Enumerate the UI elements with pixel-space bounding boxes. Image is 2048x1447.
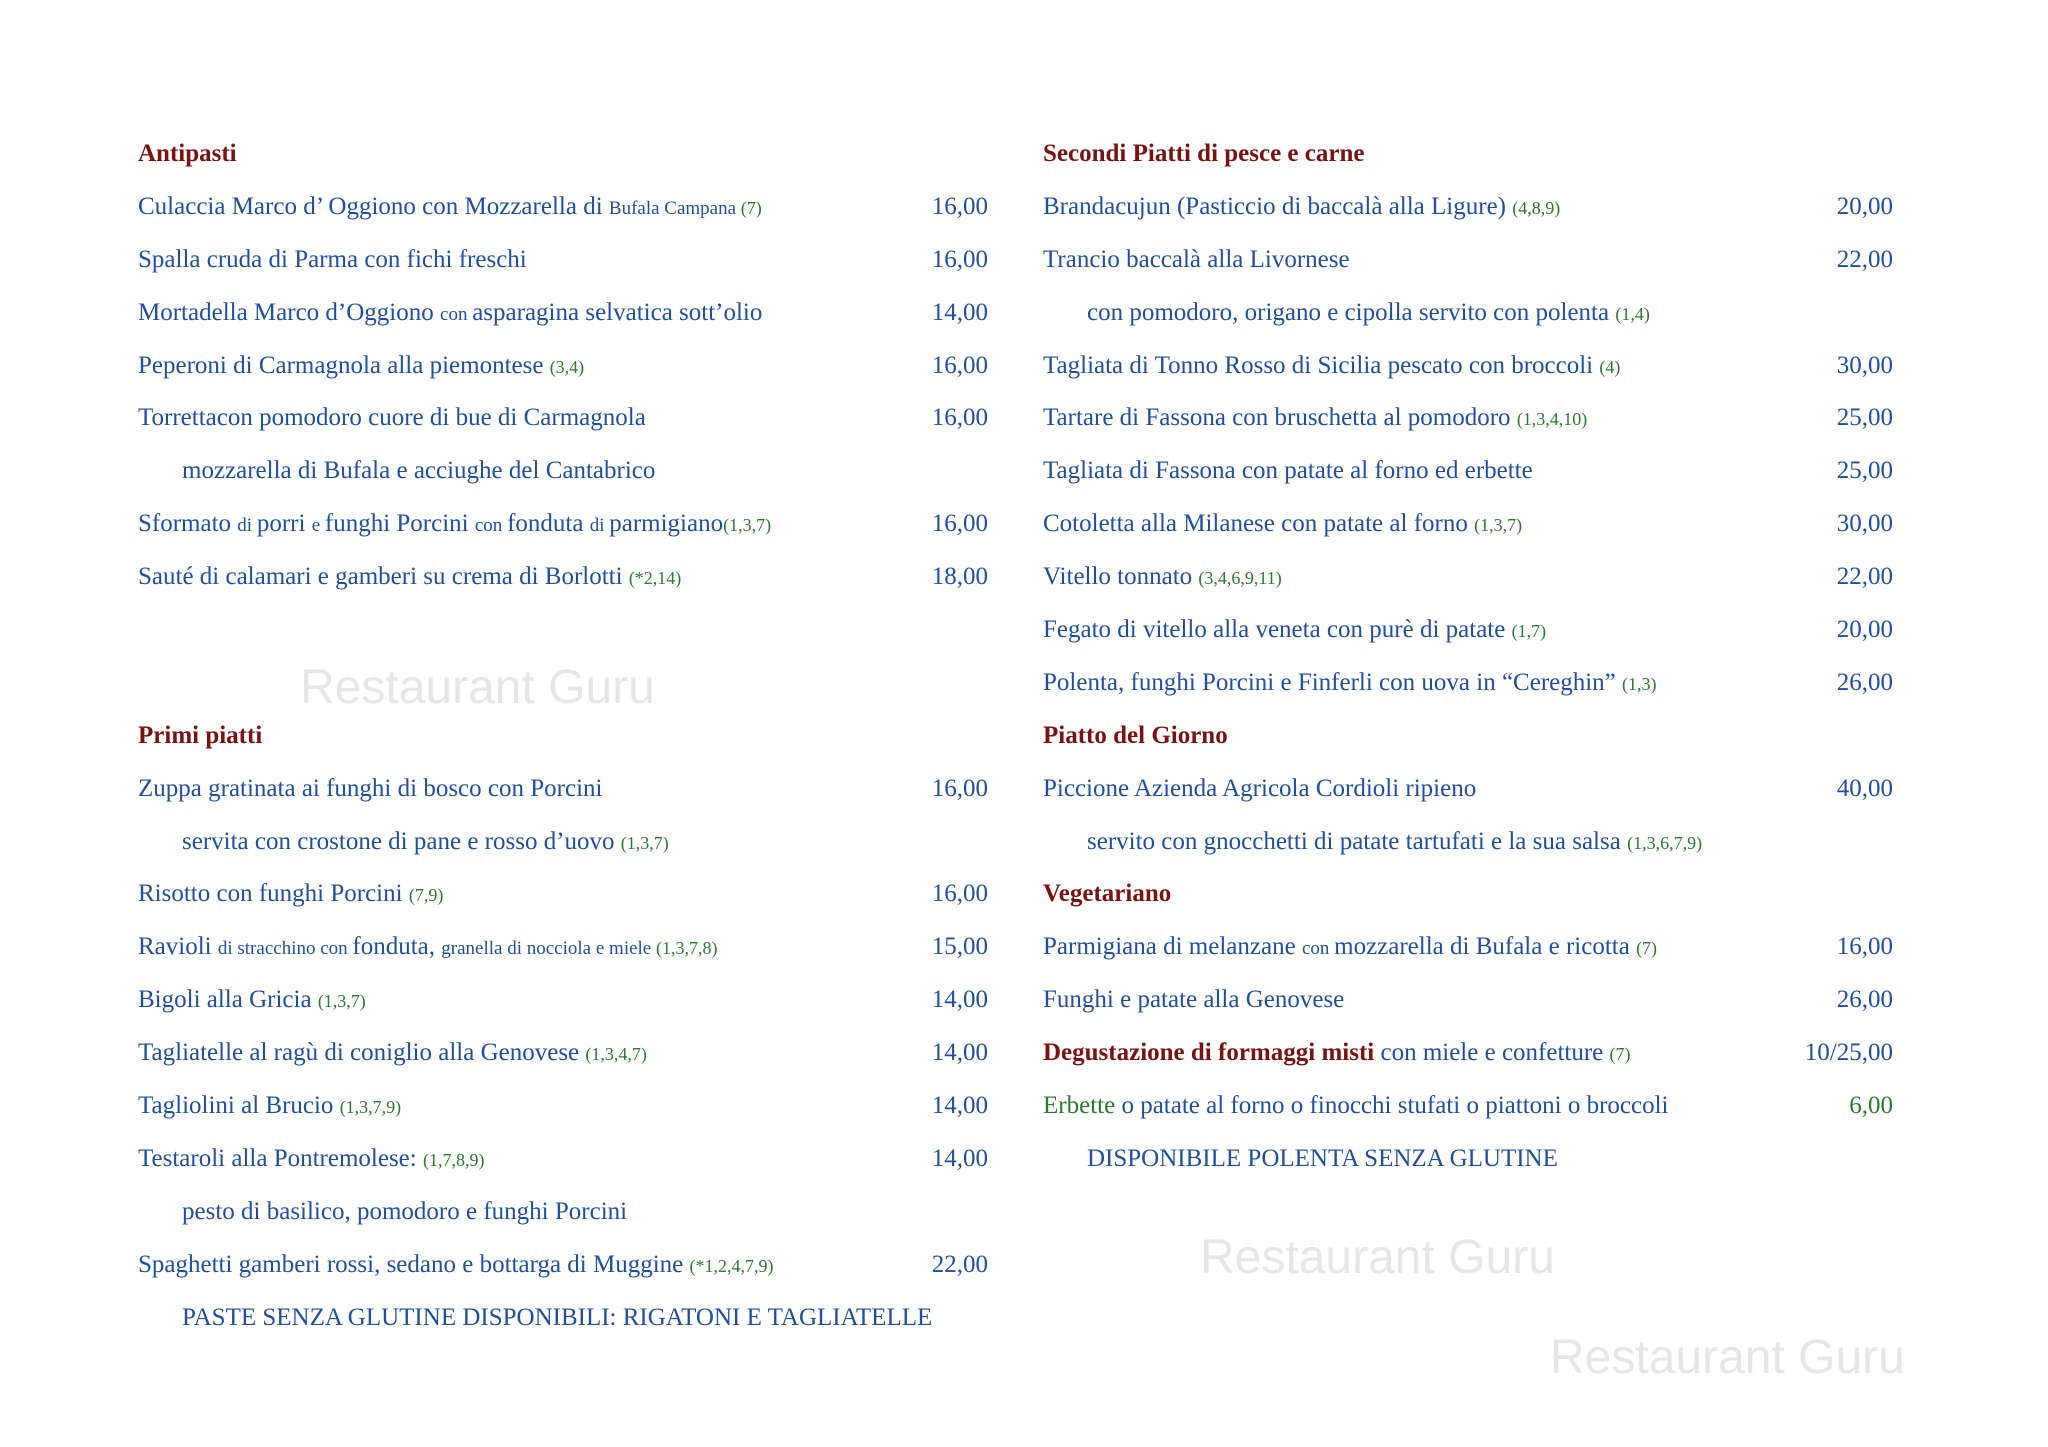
item-text: Tagliata di Fassona con patate al forno ed erbette xyxy=(1043,457,1533,485)
allergen-codes: (3,4,6,9,11) xyxy=(1198,568,1282,589)
item-text: pesto di basilico, pomodoro e funghi Porcini xyxy=(182,1197,628,1225)
menu-item xyxy=(1043,392,1893,445)
item-text: con pomodoro, origano e cipolla servito con polenta xyxy=(1087,298,1616,326)
allergen-codes: (1,3,7) xyxy=(1474,515,1523,536)
item-price: 15,00 xyxy=(931,933,988,961)
item-text: parmigiano xyxy=(609,510,724,538)
menu-item xyxy=(1043,974,1893,1027)
item-text: Mortadella Marco d’Oggiono xyxy=(138,298,441,326)
item-text: fonduta xyxy=(507,510,590,538)
menu-item xyxy=(138,445,988,498)
allergen-codes: (7) xyxy=(1636,938,1658,959)
item-price: 25,00 xyxy=(1836,457,1893,485)
menu-item xyxy=(1043,287,1893,340)
item-description xyxy=(1043,921,1657,976)
section-heading: Antipasti xyxy=(138,140,237,167)
allergen-codes: (1,3) xyxy=(1622,673,1657,694)
menu-item xyxy=(138,763,988,816)
allergen-codes: (1,3,7) xyxy=(620,832,669,853)
menu-item xyxy=(1043,763,1893,816)
menu-column-right xyxy=(1043,128,1893,1186)
item-price: 20,00 xyxy=(1836,616,1893,644)
item-description xyxy=(138,181,762,236)
item-price: 16,00 xyxy=(931,774,988,802)
allergen-codes: (1,3,7,9) xyxy=(339,1097,402,1118)
item-price: 16,00 xyxy=(931,404,988,432)
item-price: 16,00 xyxy=(931,510,988,538)
menu-item xyxy=(138,1186,988,1239)
item-description xyxy=(138,1133,484,1187)
watermark-text: Restaurant Guru xyxy=(1200,1231,1555,1284)
item-description xyxy=(1043,974,1344,1027)
section-heading: Primi piatti xyxy=(138,721,263,749)
item-text: funghi Porcini xyxy=(324,510,475,538)
allergen-codes: (1,3,6,7,9) xyxy=(1627,832,1703,853)
menu-column-left xyxy=(138,128,988,1344)
item-text: Cotoletta alla Milanese con patate al forno xyxy=(1043,510,1475,538)
menu-item xyxy=(138,1080,988,1133)
item-text: DISPONIBILE POLENTA SENZA GLUTINE xyxy=(1087,1144,1558,1172)
item-text: mozzarella di Bufala e ricotta xyxy=(1334,933,1637,961)
menu-item xyxy=(138,974,988,1027)
item-text: granella di nocciola e miele xyxy=(441,938,656,960)
item-price: 16,00 xyxy=(931,351,988,379)
item-text: Sauté di calamari e gamberi su crema di Borlotti xyxy=(138,563,629,591)
item-text: Funghi e patate alla Genovese xyxy=(1043,986,1345,1014)
menu-item xyxy=(1043,234,1893,287)
item-description xyxy=(1043,604,1546,658)
item-text: Ravioli xyxy=(138,933,218,961)
item-text: Tartare di Fassona con bruschetta al pomodoro xyxy=(1043,404,1517,432)
item-description xyxy=(1043,1027,1631,1081)
item-description xyxy=(182,1186,627,1239)
allergen-codes: (4) xyxy=(1599,356,1621,377)
item-text: Polenta, funghi Porcini e Finferli con uova in “Cereghin” xyxy=(1043,668,1623,696)
menu-item xyxy=(1043,551,1893,604)
item-text: Spalla cruda di Parma con fichi freschi xyxy=(138,245,527,273)
menu-item xyxy=(1043,1133,1893,1186)
item-price: 14,00 xyxy=(931,1144,988,1172)
item-price: 30,00 xyxy=(1836,351,1893,379)
allergen-codes: (1,4) xyxy=(1615,303,1650,324)
item-text: Parmigiana di melanzane xyxy=(1043,933,1302,961)
menu-item xyxy=(138,498,988,551)
menu-item xyxy=(138,1027,988,1080)
menu-item xyxy=(138,181,988,234)
item-description xyxy=(138,1027,647,1081)
item-text: di stracchino con xyxy=(217,938,353,960)
item-text: Tagliatelle al ragù di coniglio alla Genovese xyxy=(138,1039,586,1067)
item-description xyxy=(138,340,584,394)
menu-item xyxy=(1043,340,1893,393)
item-text: Sformato xyxy=(138,510,238,538)
item-price: 18,00 xyxy=(931,563,988,591)
allergen-codes: (7,9) xyxy=(408,885,444,906)
item-price: 40,00 xyxy=(1836,774,1893,802)
item-description xyxy=(138,921,718,976)
item-text: con xyxy=(1301,938,1335,960)
item-description xyxy=(1043,340,1620,394)
item-text: Risotto con funghi Porcini xyxy=(138,880,409,908)
menu-item xyxy=(138,1292,988,1345)
section-heading: Vegetariano xyxy=(1043,880,1172,908)
item-text: Brandacujun (Pasticcio di baccalà alla Ligure) xyxy=(1043,192,1513,220)
allergen-codes: (4,8,9) xyxy=(1512,197,1561,218)
allergen-codes: (7) xyxy=(1609,1044,1631,1065)
item-text: Tagliata di Tonno Rosso di Sicilia pescato con broccoli xyxy=(1043,351,1600,379)
item-price: 6,00 xyxy=(1849,1092,1893,1120)
item-text: Erbette xyxy=(1043,1092,1116,1120)
allergen-codes: (1,3,7) xyxy=(723,515,772,536)
menu-item xyxy=(1043,181,1893,234)
menu-item xyxy=(1043,498,1893,551)
item-description xyxy=(138,551,681,605)
item-text: di xyxy=(589,515,610,537)
menu-item xyxy=(1043,921,1893,974)
item-price: 20,00 xyxy=(1836,192,1893,220)
menu-item xyxy=(138,816,988,869)
menu-item xyxy=(1043,816,1893,869)
menu-item xyxy=(1043,1027,1893,1080)
item-text: Zuppa gratinata ai funghi di bosco con Porcini xyxy=(138,774,603,802)
section-heading: Secondi Piatti di pesce e carne xyxy=(1043,140,1365,167)
item-text: di xyxy=(237,515,257,537)
item-description xyxy=(1087,287,1650,341)
item-text: Testaroli alla Pontremolese: xyxy=(138,1144,423,1172)
item-price: 25,00 xyxy=(1836,404,1893,432)
item-description xyxy=(1043,498,1522,552)
menu-item xyxy=(1043,445,1893,498)
item-text: servito con gnocchetti di patate tartufati e la sua salsa xyxy=(1087,827,1628,855)
item-text: Spaghetti gamberi rossi, sedano e bottarga di Muggine xyxy=(138,1250,690,1278)
item-description xyxy=(182,445,655,498)
allergen-codes: (1,3,4,10) xyxy=(1516,409,1588,430)
item-description xyxy=(1043,1080,1669,1133)
item-text: Vitello tonnato xyxy=(1043,563,1199,591)
item-text: Peperoni di Carmagnola alla piemontese xyxy=(138,351,550,379)
allergen-codes: (1,3,7) xyxy=(317,991,366,1012)
item-description xyxy=(138,763,602,816)
item-price: 16,00 xyxy=(1836,933,1893,961)
item-description xyxy=(1043,234,1350,287)
item-price: 22,00 xyxy=(1836,563,1893,591)
item-text: Bigoli alla Gricia xyxy=(138,986,318,1014)
item-description xyxy=(1043,763,1476,816)
item-price: 16,00 xyxy=(931,192,988,220)
allergen-codes: (1,3,7,8) xyxy=(656,938,718,959)
watermark-text: Restaurant Guru xyxy=(300,661,655,714)
section-heading: Piatto del Giorno xyxy=(1043,721,1228,749)
item-text: Piccione Azienda Agricola Cordioli ripieno xyxy=(1043,774,1477,802)
item-description xyxy=(1043,551,1282,605)
allergen-codes: (1,7) xyxy=(1511,621,1547,642)
allergen-codes: (1,7,8,9) xyxy=(422,1149,485,1170)
item-description xyxy=(1043,392,1587,446)
item-price: 14,00 xyxy=(931,1092,988,1120)
item-text: e xyxy=(311,515,325,537)
item-description xyxy=(1043,445,1533,498)
item-text: mozzarella di Bufala e acciughe del Cantabrico xyxy=(182,457,656,485)
menu-item xyxy=(1043,604,1893,657)
item-price: 22,00 xyxy=(931,1250,988,1278)
item-price: 14,00 xyxy=(931,298,988,326)
menu-item xyxy=(138,921,988,974)
allergen-codes: (*1,2,4,7,9) xyxy=(689,1255,774,1276)
item-description xyxy=(138,498,771,553)
allergen-codes: (*2,14) xyxy=(628,568,682,589)
item-description xyxy=(138,392,646,445)
allergen-codes: (1,3,4,7) xyxy=(585,1044,647,1065)
item-text: Fegato di vitello alla veneta con purè di patate xyxy=(1043,616,1512,644)
item-description xyxy=(138,1080,401,1134)
item-text: Tagliolini al Brucio xyxy=(138,1092,340,1120)
item-text: Culaccia Marco d’ Oggiono con Mozzarella di xyxy=(138,192,609,220)
item-price: 14,00 xyxy=(931,986,988,1014)
item-price: 30,00 xyxy=(1836,510,1893,538)
menu-item xyxy=(1043,657,1893,710)
item-description xyxy=(138,1239,774,1293)
menu-item xyxy=(138,868,988,921)
item-price: 10/25,00 xyxy=(1804,1039,1893,1067)
menu-item xyxy=(138,392,988,445)
menu-item xyxy=(138,287,988,340)
item-text: fonduta, xyxy=(352,933,442,961)
item-text: con miele e confetture xyxy=(1374,1039,1610,1067)
item-price: 16,00 xyxy=(931,880,988,908)
item-description xyxy=(138,974,366,1028)
item-price: 26,00 xyxy=(1836,986,1893,1014)
item-description xyxy=(138,234,527,287)
item-price: 14,00 xyxy=(931,1039,988,1067)
menu-item xyxy=(138,1239,988,1292)
item-description xyxy=(1043,657,1657,711)
item-description xyxy=(138,868,443,922)
item-price: 22,00 xyxy=(1836,245,1893,273)
menu-item xyxy=(138,1133,988,1186)
item-text: con xyxy=(474,515,508,537)
watermark-text: Restaurant Guru xyxy=(1550,1331,1905,1384)
item-description xyxy=(182,1292,932,1345)
item-text: Bufala Campana xyxy=(608,197,741,219)
item-description xyxy=(1087,816,1702,870)
item-text: con xyxy=(440,303,473,325)
item-text: Trancio baccalà alla Livornese xyxy=(1043,245,1350,273)
item-text: Torrettacon pomodoro cuore di bue di Carmagnola xyxy=(138,404,646,432)
allergen-codes: (7) xyxy=(740,197,762,218)
item-text: PASTE SENZA GLUTINE DISPONIBILI: RIGATONI E TAGLIATELLE xyxy=(182,1303,933,1331)
spacer xyxy=(138,657,988,710)
item-text: o patate al forno o finocchi stufati o piattoni o broccoli xyxy=(1115,1092,1669,1120)
menu-item xyxy=(138,340,988,393)
allergen-codes: (3,4) xyxy=(549,356,585,377)
menu-item xyxy=(138,234,988,287)
item-text: Degustazione di formaggi misti xyxy=(1043,1039,1375,1067)
item-description xyxy=(1043,181,1560,235)
item-description xyxy=(138,287,762,342)
item-description xyxy=(1087,1133,1558,1186)
item-description xyxy=(182,816,669,870)
menu-item xyxy=(1043,1080,1893,1133)
menu-item xyxy=(138,551,988,604)
item-text: porri xyxy=(256,510,312,538)
item-price: 26,00 xyxy=(1836,668,1893,696)
item-price: 16,00 xyxy=(931,245,988,273)
spacer xyxy=(138,604,988,657)
item-text: servita con crostone di pane e rosso d’uovo xyxy=(182,827,621,855)
item-text: asparagina selvatica sott’olio xyxy=(472,298,763,326)
